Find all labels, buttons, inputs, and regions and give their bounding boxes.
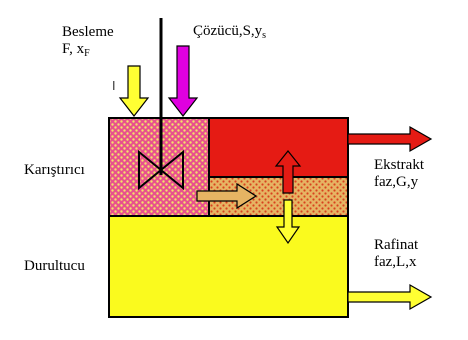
solvent-arrow: [169, 46, 197, 116]
mixer-label: Karıştırıcı: [24, 162, 85, 178]
extract-phase: [209, 118, 348, 177]
feed-name: Besleme: [62, 24, 114, 40]
raffinate-label: Rafinat faz,L,x: [374, 237, 419, 270]
extract-label: Ekstrakt faz,G,y: [374, 157, 424, 190]
settler-label: Durultucu: [24, 258, 85, 274]
feed-vars: F, $x_F$: [62, 41, 90, 59]
extract-outlet-arrow: [348, 127, 431, 151]
solvent-label: $Çözücü,S,y_s$: [193, 23, 267, 41]
feed-label: [62, 24, 114, 62]
mixer-chamber: [109, 118, 209, 216]
feed-arrow: [120, 66, 148, 116]
raffinate-phase: [109, 216, 348, 317]
raffinate-outlet-arrow: [348, 285, 431, 309]
text-cursor-icon: I: [112, 79, 116, 93]
